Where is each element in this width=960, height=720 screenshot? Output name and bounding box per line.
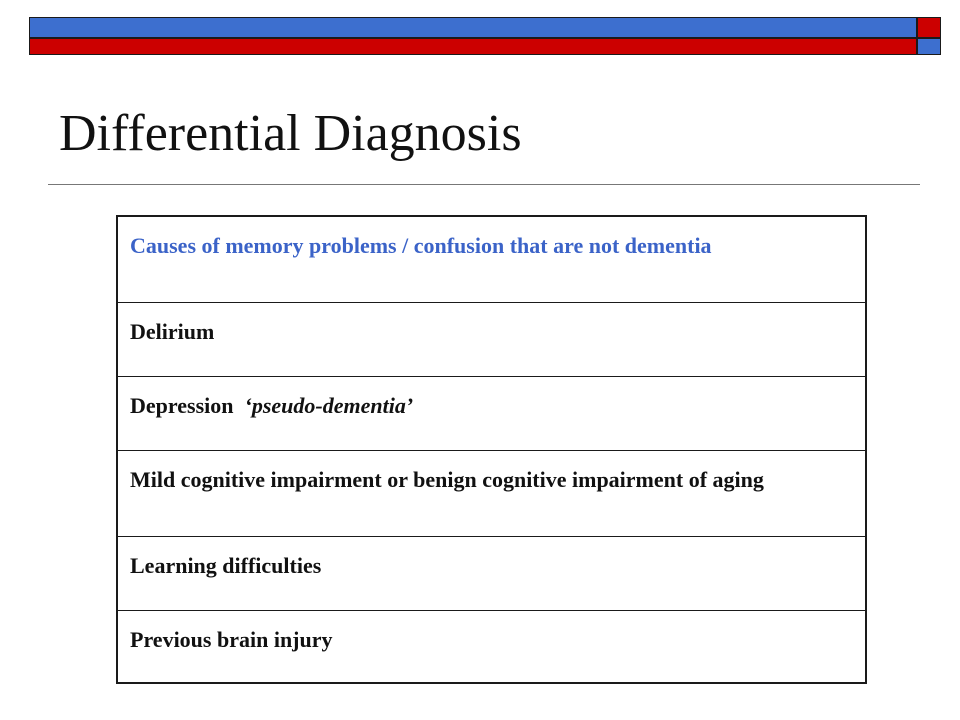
title-divider [48,184,920,185]
row-label: Depression [130,393,234,418]
row-label: Learning difficulties [130,553,322,578]
table-row [118,610,865,684]
table-row [118,302,865,376]
table-row [118,450,865,536]
diagnosis-table [116,215,867,684]
top-bar-red [29,38,917,55]
row-label: Delirium [130,319,215,344]
corner-square-blue [917,38,941,55]
table-row [118,536,865,610]
table-header-cell: Causes of memory problems / confusion that are not dementia [130,233,712,258]
slide-title: Differential Diagnosis [59,105,522,162]
row-note: ‘pseudo-dementia’ [244,393,414,418]
row-label: Mild cognitive impairment or benign cognitive impairment of aging [130,467,764,492]
table-row [118,376,865,450]
top-bar-blue [29,17,917,38]
row-label: Previous brain injury [130,627,333,652]
corner-square-red [917,17,941,38]
